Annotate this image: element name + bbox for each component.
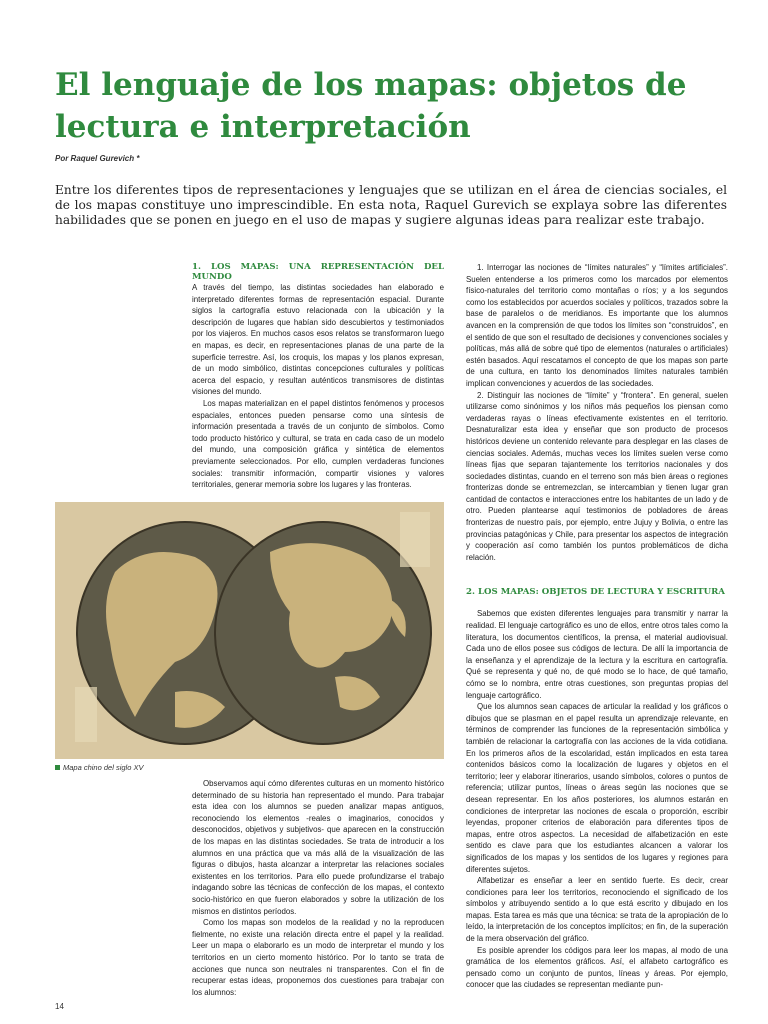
paragraph-intro: A través del tiempo, las distintas sociedades han elaborado e interpretado diferentes formas de representación espacial. Durante siglos la cartografía estuvo relacionada con la ubicación y la descripción de lugares que habían sido descubiertos y testimoniados por los viajeros. En muchos casos esos relatos se transformaron luego en mapas, es decir, en representaciones planas de una parte de la superficie terrestre. Así, los croquis, los mapas y los planos expresan, de un modo simbólico, distintas concepciones culturales y políticas acerca del espacio, y resultan auténticos transmisores de distintas visiones del mundo. xyxy=(192,283,444,397)
chinese-world-map-image xyxy=(55,502,444,759)
paragraph: Sabemos que existen diferentes lenguajes para transmitir y narrar la realidad. El lenguaje cartográfico es uno de ellos, entre otros tales como la literatura, los documentos científicos, la prensa, el material audiovisual. Cada uno de ellos posee sus códigos de lectura. De allí la importancia de la enseñanza y el aprendizaje de la lectura y la escritura en cartografía. Qué se representa y qué no, de qué modo se lo hace, de qué tamaño, cómo se lo nombra, entre otras cuestiones, son preguntas propias del lenguaje cartográfico. xyxy=(466,609,728,700)
lead-paragraph: Entre los diferentes tipos de representaciones y lenguajes que se utilizan en el área de ciencias sociales, el de los mapas constituye uno imprescindible. En esta nota, Raquel Gurevich se explaya sobre las diferentes habilidades que se ponen en juego en el uso de mapas y sugiere algunas ideas para realizar este trabajo. xyxy=(55,183,727,227)
caption-text: Mapa chino del siglo XV xyxy=(63,763,144,772)
article-title: El lenguaje de los mapas: objetos de lectura e interpretación xyxy=(55,67,687,145)
paragraph: Los mapas materializan en el papel distintos fenómenos y procesos espaciales, entonces pueden pensarse como una síntesis de información presentada a través de un conjunto de símbolos. Como todo producto histórico y cultural, se trata en cada caso de un modelo del mundo, una composición gráfica y sintética de elementos previamente seleccionados. Por ello, cumplen verdaderas funciones sociales: transmitir información, compartir visiones y valores territoriales, generar memoria sobre los lugares y las fronteras. xyxy=(192,398,444,490)
section-heading-2: 2. LOS MAPAS: OBJETOS DE LECTURA Y ESCRITURA xyxy=(466,587,725,598)
paragraph: 1. Interrogar las nociones de “límites naturales” y “límites artificiales”. Suelen entenderse a los primeros como los marcados por elementos físico-naturales del territorio como montañas o ríos; y a los segundos como los establecidos por acuerdos sociales y políticos, trazados sobre la base de paralelos o de meridianos. Es importante que los alumnos avancen en la comprensión de que todos los límites son “construidos”, en el sentido de que son el resultado de decisiones y convenciones sociales y políticas, más allá de sobre qué tipo de elementos (naturales o artificiales) estén basados. Aquí rescatamos el concepto de que los mapas son parte de una cultura, en tanto los denominados límites naturales también implican convenciones y acuerdos de las sociedades. xyxy=(466,263,728,388)
caption-marker-square xyxy=(55,765,60,770)
paragraph: Es posible aprender los códigos para leer los mapas, al modo de una gramática de los elementos gráficos. Así, el alfabeto cartográfico es pensado como un conjunto de puntos, líneas y áreas. Por ejemplo, conocer que las ciudades se representan mediante pun- xyxy=(466,945,728,990)
column-left-top xyxy=(55,262,444,491)
column-left-bottom xyxy=(192,778,444,998)
byline: Por Raquel Gurevich * xyxy=(55,154,140,163)
figure-caption xyxy=(55,763,143,772)
page-number: 14 xyxy=(55,1002,64,1011)
paragraph: 2. Distinguir las nociones de “límite” y “frontera”. En general, suelen utilizarse como sinónimos y los niños más pequeños los piensan como verdaderas rayas o líneas efectivamente existentes en el territorio. Desnaturalizar esta idea y enseñar que son producto de procesos históricos deviene un contenido relevante para desplegar en las clases de ciencias sociales. Además, muchas veces los límites suelen verse como líneas fijas que separan tajantemente los territorios nacionales y dos sociedades distintas, cuando en el terreno son más bien áreas o regiones fronterizas donde se entremezclan, se intercambian y tienen lugar gran cantidad de contactos e interacciones entre los habitantes de un lado y de otro. Pueden plantearse aquí testimonios de pobladores de áreas fronterizas de nuestro país, por ejemplo, entre Jujuy y Bolivia, o entre las provincias patagónicas y Chile, para presentar los aspectos de integración y cooperación así como también los puntos problemáticos de dicha relación. xyxy=(466,390,728,562)
paragraph: Observamos aquí cómo diferentes culturas en un momento histórico determinado de su historia han representado el mundo. Para trabajar esta idea con los alumnos se pueden analizar mapas antiguos, reconociendo los elementos -reales o imaginarios, conocidos y desconocidos, objetivos y subjetivos- que aparecen en la construcción de los mapas en las distintas sociedades. Se trata de introducir a los alumnos en una práctica que va más allá de la visualización de las figuras o dibujos, hasta alcanzar a interpretar las relaciones sociales existentes en los territorios. Para ello puede profundizarse el trabajo indagando sobre las técnicas de confección de los mapas, el contexto socio-histórico en que fueron elaborados y sobre la utilización de los mismos en distintos períodos. xyxy=(192,779,444,916)
section-heading-1: 1. LOS MAPAS: UNA REPRESENTACIÓN DEL MUNDO xyxy=(192,262,444,282)
paragraph: Como los mapas son modelos de la realidad y no la reproducen fielmente, no existe una relación directa entre el papel y la realidad. Leer un mapa o elaborarlo es un modo de interpretar el mundo y los territorios en un cierto momento histórico. Por lo tanto se trata de acciones que nunca son neutrales ni transparentes. Con el fin de recuperar estas ideas, proponemos dos cuestiones para trabajar con los alumnos: xyxy=(192,918,444,997)
paragraph: Que los alumnos sean capaces de articular la realidad y los gráficos o dibujos que se plasman en el papel resulta un aprendizaje relevante, en términos de comprender las funciones de la representación simbólica y también de relacionar la cartografía con las acciones de la vida cotidiana. En los primeros años de la escolaridad, están implicados en esta tarea contenidos básicos como la localización de lugares y objetos en el territorio; leer y elaborar itinerarios, usando símbolos, colores o puntos de referencia; utilizar puntos, líneas o áreas según las nociones que se desean representar. En los años posteriores, los alumnos estarán en condiciones de interpretar las nociones de escala o proporción, escribir leyendas, proponer criterios de elaboración para diferentes tipos de mapas, entre otros aspectos. La necesidad de alfabetización en este sentido es clave para que los estudiantes alcancen a valorar los significados de los mapas y los sentidos de los lugares y regiones para diferentes sujetos. xyxy=(466,702,728,874)
map-illustration xyxy=(55,502,444,759)
paragraph: Alfabetizar es enseñar a leer en sentido fuerte. Es decir, crear condiciones para leer los territorios, reconociendo el significado de los símbolos y atribuyendo sentido a lo que está escrito y dibujado en los mapas. Esta tarea es más que una técnica: se trata de la apropiación de lo leído, la interpretación de los conceptos implícitos; en fin, de la superación de la mera observación del gráfico. xyxy=(466,876,728,944)
column-right xyxy=(466,262,728,991)
